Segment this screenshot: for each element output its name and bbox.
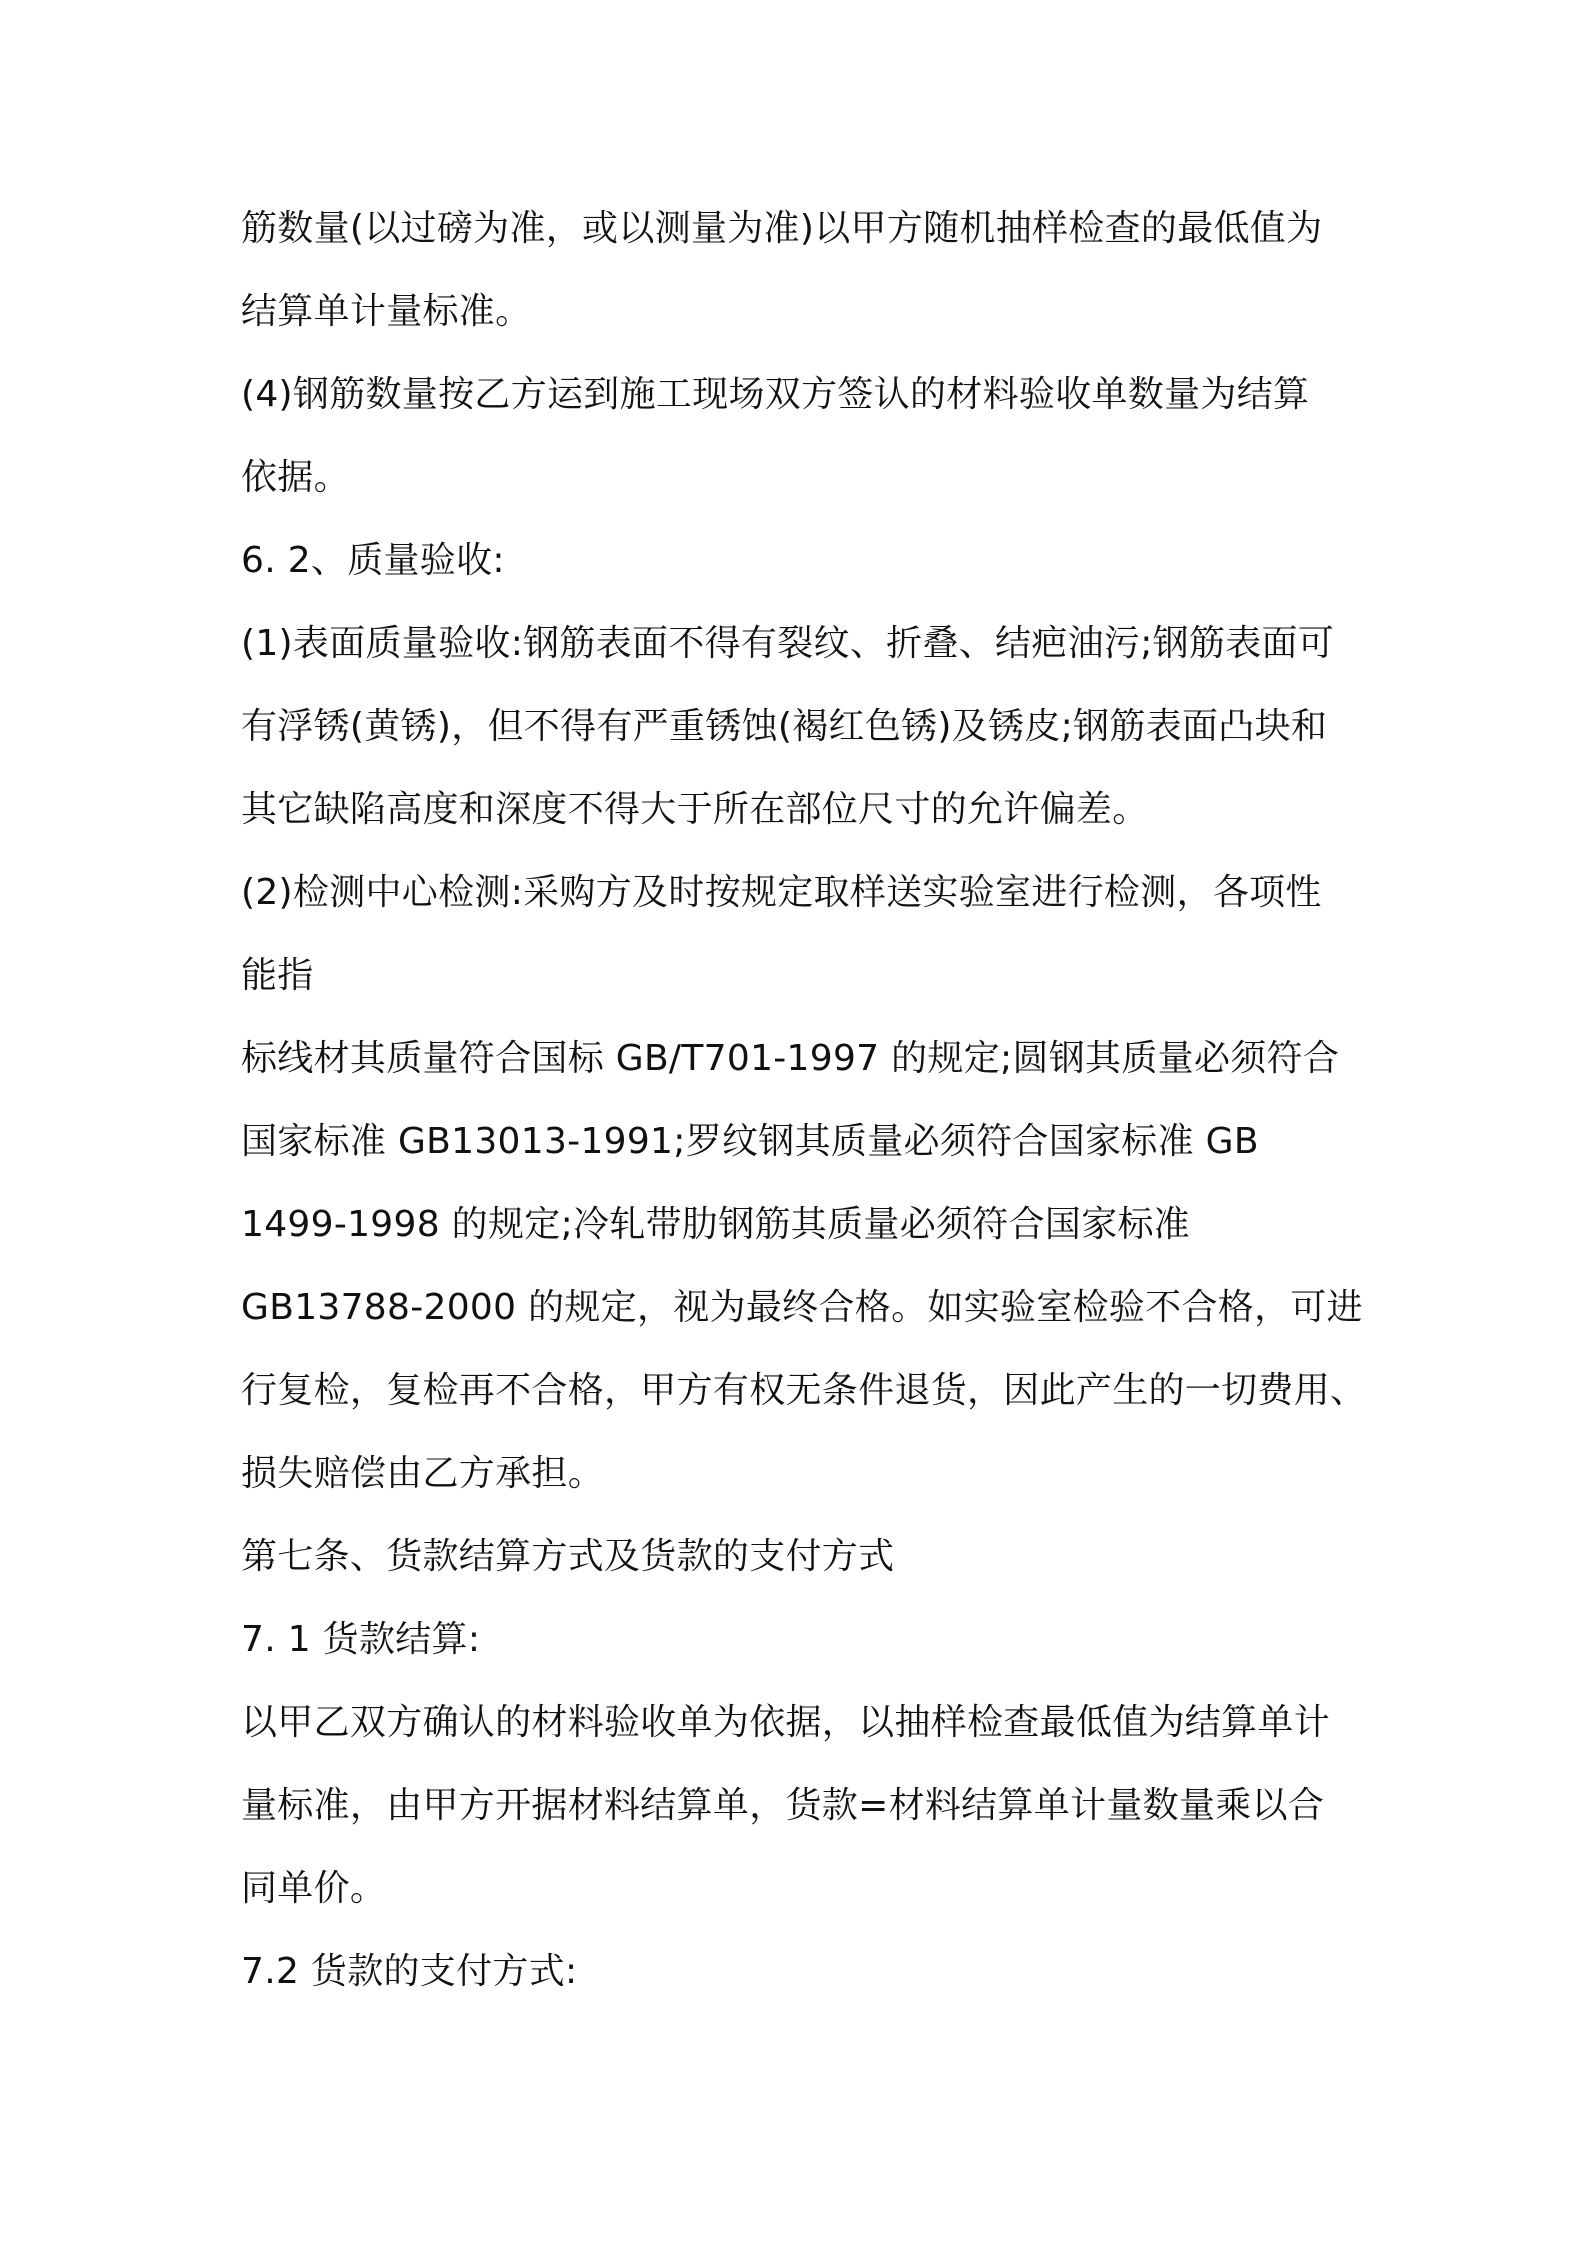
text-line: 能指 — [241, 955, 314, 996]
text-line: 其它缺陷高度和深度不得大于所在部位尺寸的允许偏差。 — [241, 789, 1149, 830]
text-line: 依据。 — [241, 457, 350, 498]
section-heading: 6. 2、质量验收: — [241, 540, 505, 581]
text-line: 行复检，复检再不合格，甲方有权无条件退货，因此产生的一切费用、 — [241, 1370, 1367, 1411]
text-line: 量标准，由甲方开据材料结算单，货款=材料结算单计量数量乘以合 — [241, 1785, 1325, 1826]
text-line: 以甲乙双方确认的材料验收单为依据，以抽样检查最低值为结算单计 — [241, 1702, 1331, 1743]
text-line: 同单价。 — [241, 1868, 387, 1909]
text-line: 结算单计量标准。 — [241, 291, 532, 332]
text-line: 筋数量(以过磅为准，或以测量为准)以甲方随机抽样检查的最低值为 — [241, 208, 1323, 249]
text-line: 有浮锈(黄锈)，但不得有严重锈蚀(褐红色锈)及锈皮;钢筋表面凸块和 — [241, 706, 1328, 747]
text-line: (4)钢筋数量按乙方运到施工现场双方签认的材料验收单数量为结算 — [241, 374, 1310, 415]
article-heading: 第七条、货款结算方式及货款的支付方式 — [241, 1536, 895, 1577]
text-line: GB13788-2000 的规定，视为最终合格。如实验室检验不合格，可进 — [241, 1287, 1363, 1328]
text-line: (2)检测中心检测:采购方及时按规定取样送实验室进行检测，各项性 — [241, 872, 1322, 913]
text-line: 1499-1998 的规定;冷轧带肋钢筋其质量必须符合国家标准 — [241, 1204, 1191, 1245]
text-line: 标线材其质量符合国标 GB/T701-1997 的规定;圆钢其质量必须符合 — [241, 1038, 1340, 1079]
section-heading: 7. 1 货款结算: — [241, 1619, 481, 1660]
section-heading: 7.2 货款的支付方式: — [241, 1951, 578, 1992]
text-line: 国家标准 GB13013-1991;罗纹钢其质量必须符合国家标准 GB — [241, 1121, 1259, 1162]
text-line: 损失赔偿由乙方承担。 — [241, 1453, 605, 1494]
text-line: (1)表面质量验收:钢筋表面不得有裂纹、折叠、结疤油污;钢筋表面可 — [241, 623, 1335, 664]
